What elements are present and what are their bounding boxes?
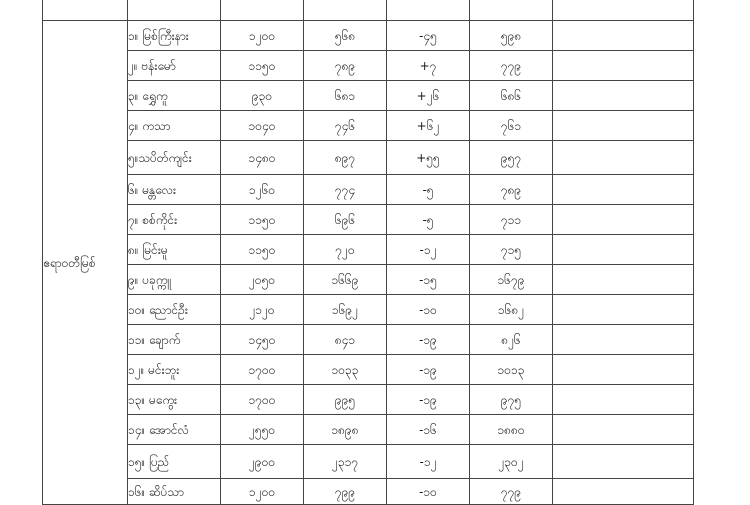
table-row xyxy=(43,385,694,415)
value-cell-2: ၈၄၁ xyxy=(304,325,387,355)
value-cell-2: ၉၉၅ xyxy=(304,385,387,415)
table-row xyxy=(43,81,694,111)
table-row xyxy=(43,175,694,205)
value-cell-2: ၆၉၆ xyxy=(304,205,387,235)
value-cell-3: +၅၅ xyxy=(387,141,470,175)
header-cell-col3 xyxy=(387,0,470,21)
remarks-cell xyxy=(553,479,694,505)
value-cell-1: ၁၁၅၀ xyxy=(221,51,304,81)
table-row xyxy=(43,355,694,385)
header-cell-col1 xyxy=(221,0,304,21)
table-row xyxy=(43,479,694,505)
station-name-cell: ၁၄။ အောင်လံ xyxy=(128,415,221,445)
station-name-cell: ၁၅။ ပြည် xyxy=(128,445,221,479)
value-cell-4: ၇၈၉ xyxy=(470,175,553,205)
value-cell-1: ၁၄၅၀ xyxy=(221,325,304,355)
header-cell-col4 xyxy=(470,0,553,21)
remarks-cell xyxy=(553,141,694,175)
station-name-cell: ၃။ ရွှေကူ xyxy=(128,81,221,111)
remarks-cell xyxy=(553,111,694,141)
data-table xyxy=(42,0,694,505)
station-name-cell: ၆။ မန္တလေး xyxy=(128,175,221,205)
value-cell-4: ၁၈၈၀ xyxy=(470,415,553,445)
value-cell-4: ၇၇၉ xyxy=(470,51,553,81)
table-row xyxy=(43,265,694,295)
value-cell-4: ၁၆၈၂ xyxy=(470,295,553,325)
station-name-cell: ၅။သပိတ်ကျင်း xyxy=(128,141,221,175)
value-cell-1: ၂၅၅၀ xyxy=(221,415,304,445)
remarks-cell xyxy=(553,21,694,51)
station-name-cell: ၄။ ကသာ xyxy=(128,111,221,141)
value-cell-1: ၁၇၀၀ xyxy=(221,385,304,415)
value-cell-2: ၁၆၉၂ xyxy=(304,295,387,325)
remarks-cell xyxy=(553,205,694,235)
table-row xyxy=(43,295,694,325)
header-cell-station xyxy=(128,0,221,21)
value-cell-2: ၇၄၆ xyxy=(304,111,387,141)
value-cell-4: ၆၈၆ xyxy=(470,81,553,111)
value-cell-1: ၁၁၅၀ xyxy=(221,205,304,235)
remarks-cell xyxy=(553,265,694,295)
station-name-cell: ၁။ မြစ်ကြီးနား xyxy=(128,21,221,51)
value-cell-2: ၇၉၉ xyxy=(304,479,387,505)
table-row xyxy=(43,21,694,51)
value-cell-3: -၁၉ xyxy=(387,385,470,415)
value-cell-4: ၈၂၆ xyxy=(470,325,553,355)
value-cell-4: ၇၆၁ xyxy=(470,111,553,141)
value-cell-4: ၉၇၅ xyxy=(470,385,553,415)
table-row xyxy=(43,205,694,235)
table-header-row xyxy=(43,0,694,21)
value-cell-1: ၁၇၀၀ xyxy=(221,355,304,385)
remarks-cell xyxy=(553,355,694,385)
station-name-cell: ၁၁။ ချောက် xyxy=(128,325,221,355)
station-name-cell: ၁၃။ မကွေး xyxy=(128,385,221,415)
value-cell-3: -၁၂ xyxy=(387,235,470,265)
remarks-cell xyxy=(553,385,694,415)
value-cell-4: ၇၁၅ xyxy=(470,235,553,265)
value-cell-4: ၇၇၉ xyxy=(470,479,553,505)
station-name-cell: ၁၀။ ညောင်ဦး xyxy=(128,295,221,325)
remarks-cell xyxy=(553,81,694,111)
table-row xyxy=(43,415,694,445)
value-cell-4: ၇၁၁ xyxy=(470,205,553,235)
header-cell-region xyxy=(43,0,128,21)
remarks-cell xyxy=(553,415,694,445)
value-cell-2: ၁၈၉၈ xyxy=(304,415,387,445)
header-cell-remarks xyxy=(553,0,694,21)
value-cell-4: ၉၅၇ xyxy=(470,141,553,175)
region-label: ဧရာဝတီမြစ် xyxy=(43,21,128,505)
table-row xyxy=(43,51,694,81)
value-cell-1: ၁၂၆၀ xyxy=(221,175,304,205)
value-cell-2: ၇၇၄ xyxy=(304,175,387,205)
value-cell-3: +၆၂ xyxy=(387,111,470,141)
value-cell-1: ၁၄၈၀ xyxy=(221,141,304,175)
value-cell-3: -၁၆ xyxy=(387,415,470,445)
value-cell-1: ၁၁၅၀ xyxy=(221,235,304,265)
value-cell-3: -၁၅ xyxy=(387,265,470,295)
remarks-cell xyxy=(553,235,694,265)
value-cell-1: ၂၁၂၀ xyxy=(221,295,304,325)
value-cell-2: ၇၂၀ xyxy=(304,235,387,265)
remarks-cell xyxy=(553,295,694,325)
value-cell-3: -၁၉ xyxy=(387,355,470,385)
remarks-cell xyxy=(553,445,694,479)
station-name-cell: ၁၆။ ဆိပ်သာ xyxy=(128,479,221,505)
value-cell-3: +၂၆ xyxy=(387,81,470,111)
value-cell-2: ၂၃၁၇ xyxy=(304,445,387,479)
value-cell-3: +၇ xyxy=(387,51,470,81)
station-name-cell: ၈။ မြင်းမူ xyxy=(128,235,221,265)
remarks-cell xyxy=(553,51,694,81)
table-row xyxy=(43,111,694,141)
table-row xyxy=(43,235,694,265)
value-cell-2: ၁၀၃၃ xyxy=(304,355,387,385)
value-cell-2: ၈၉၇ xyxy=(304,141,387,175)
value-cell-2: ၇၈၉ xyxy=(304,51,387,81)
value-cell-3: -၁၉ xyxy=(387,325,470,355)
value-cell-3: -၁၀ xyxy=(387,479,470,505)
station-name-cell: ၂။ ဗန်းမော် xyxy=(128,51,221,81)
value-cell-3: -၁၀ xyxy=(387,295,470,325)
value-cell-4: ၁၆၇၉ xyxy=(470,265,553,295)
table-row xyxy=(43,141,694,175)
remarks-cell xyxy=(553,325,694,355)
value-cell-4: ၂၃၀၂ xyxy=(470,445,553,479)
value-cell-1: ၉၃၀ xyxy=(221,81,304,111)
station-name-cell: ၉။ ပခုက္ကူ xyxy=(128,265,221,295)
header-cell-col2 xyxy=(304,0,387,21)
value-cell-1: ၁၀၄၀ xyxy=(221,111,304,141)
station-name-cell: ၁၂။ မင်းဘူး xyxy=(128,355,221,385)
value-cell-2: ၆၈၁ xyxy=(304,81,387,111)
value-cell-2: ၅၆၈ xyxy=(304,21,387,51)
station-name-cell: ၇။ စစ်ကိုင်း xyxy=(128,205,221,235)
value-cell-2: ၁၆၆၉ xyxy=(304,265,387,295)
value-cell-1: ၂၉၀၀ xyxy=(221,445,304,479)
value-cell-3: -၅ xyxy=(387,175,470,205)
value-cell-1: ၁၂၀၀ xyxy=(221,479,304,505)
value-cell-3: -၁၂ xyxy=(387,445,470,479)
value-cell-1: ၂၀၅၀ xyxy=(221,265,304,295)
value-cell-1: ၁၂၀၀ xyxy=(221,21,304,51)
value-cell-4: ၁၀၁၃ xyxy=(470,355,553,385)
value-cell-3: -၄၅ xyxy=(387,21,470,51)
table-row xyxy=(43,445,694,479)
remarks-cell xyxy=(553,175,694,205)
value-cell-4: ၅၉၈ xyxy=(470,21,553,51)
table-row xyxy=(43,325,694,355)
value-cell-3: -၅ xyxy=(387,205,470,235)
